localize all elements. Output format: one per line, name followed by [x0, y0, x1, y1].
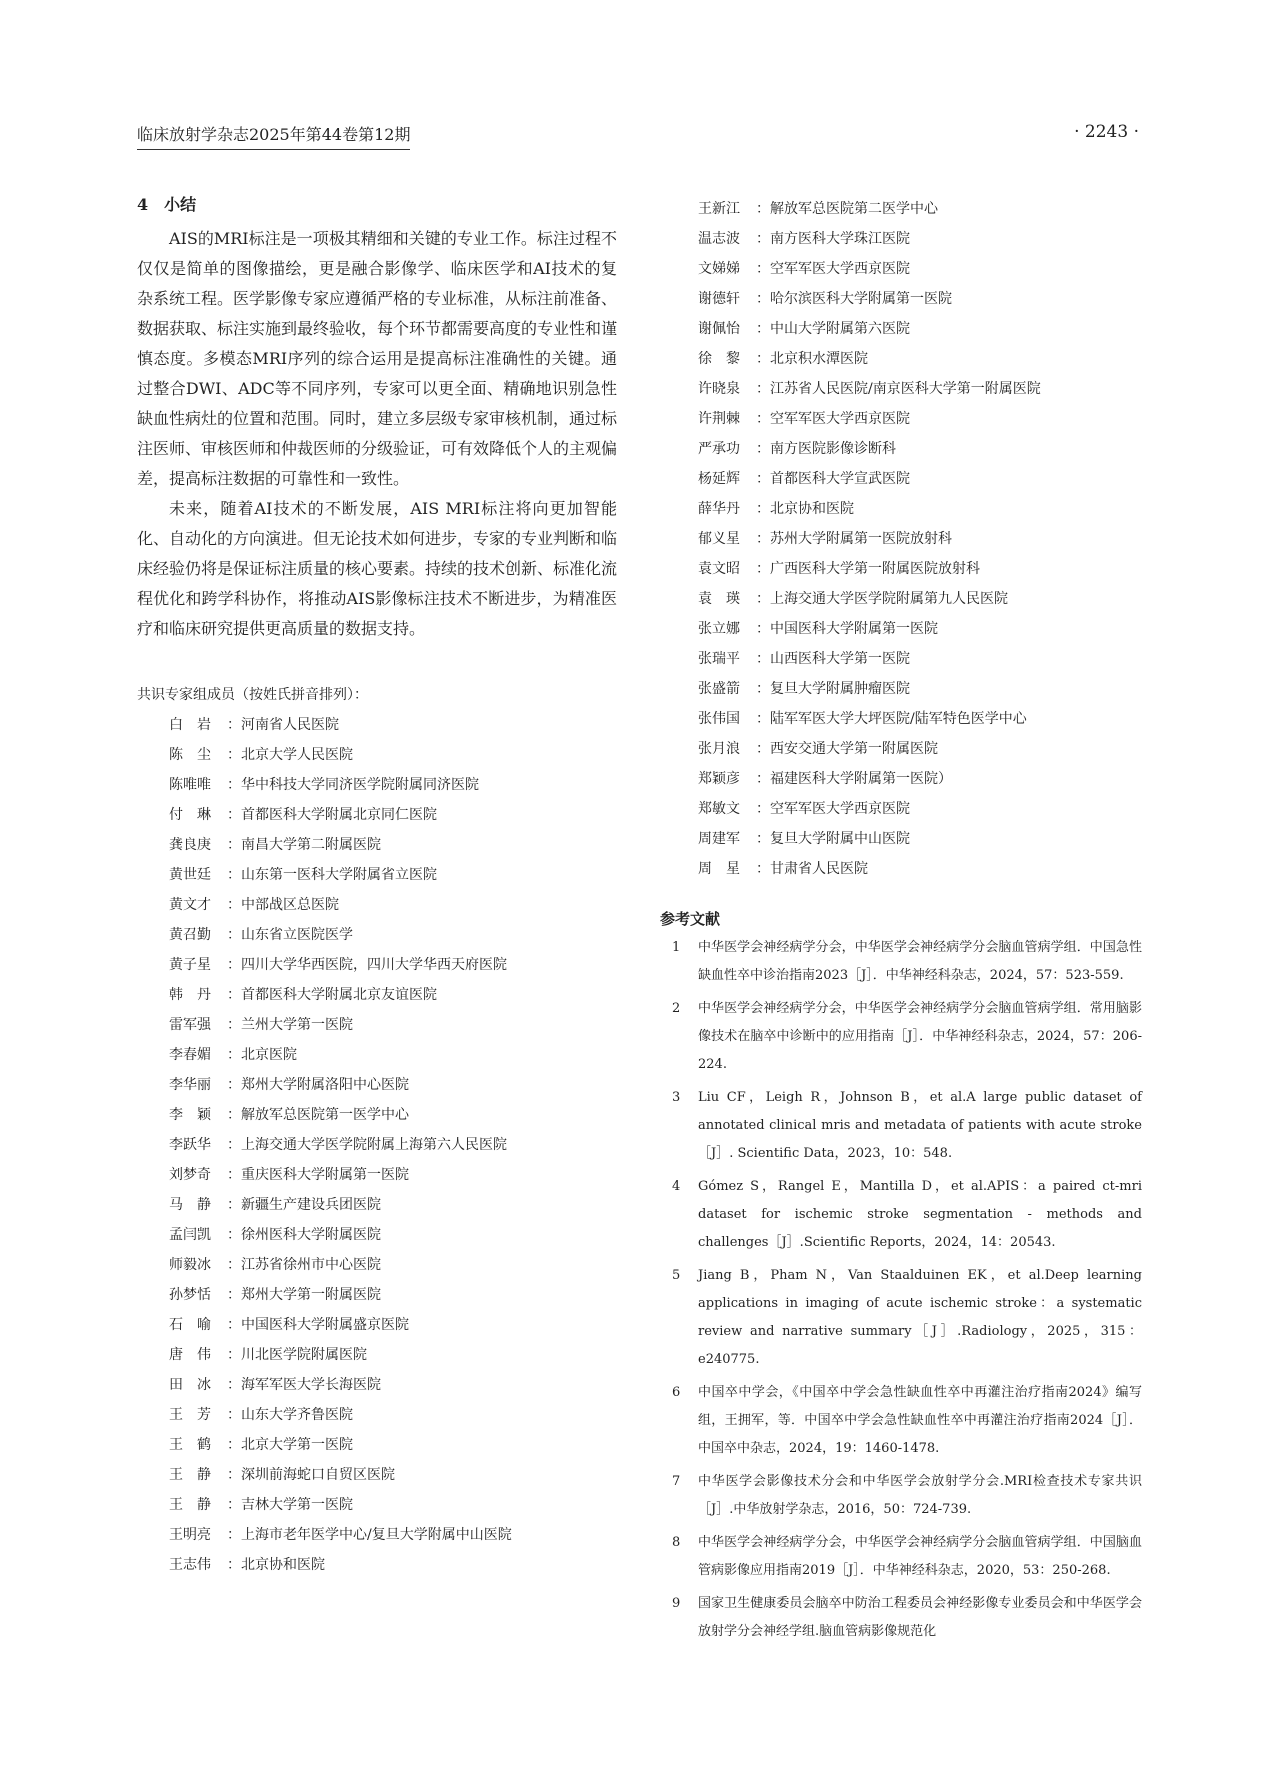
- member-org: ：北京协和医院: [756, 501, 854, 517]
- member-entry: [137, 1340, 617, 1370]
- reference-list: [660, 934, 1142, 1646]
- reference-item: [660, 1262, 1142, 1374]
- member-org: ：北京积水潭医院: [756, 351, 868, 367]
- member-entry: [137, 710, 617, 740]
- member-org: ：甘肃省人民医院: [756, 861, 868, 877]
- member-entry: [660, 644, 1142, 674]
- member-entry: [660, 494, 1142, 524]
- references-title: 参考文献: [660, 910, 721, 928]
- member-name: 许晓泉: [698, 381, 740, 397]
- reference-text: 国家卫生健康委员会脑卒中防治工程委员会神经影像专业委员会和中华医学会放射学分会神经学组.脑血管病影像规范化: [698, 1596, 1142, 1639]
- member-entry: [660, 194, 1142, 224]
- member-org: ：苏州大学附属第一医院放射科: [756, 531, 952, 547]
- member-name: 唐 伟: [169, 1347, 211, 1363]
- member-org: ：山东第一医科大学附属省立医院: [227, 867, 437, 883]
- member-list-right: [660, 194, 1142, 884]
- member-entry: [137, 1100, 617, 1130]
- member-entry: [137, 800, 617, 830]
- member-entry: [660, 314, 1142, 344]
- reference-item: [660, 1590, 1142, 1646]
- reference-number: 9: [672, 1596, 681, 1611]
- reference-item: [660, 1468, 1142, 1524]
- member-entry: [660, 734, 1142, 764]
- member-name: 张立娜: [698, 621, 740, 637]
- member-entry: [137, 740, 617, 770]
- member-entry: [137, 1190, 617, 1220]
- member-name: 黄世廷: [169, 867, 211, 883]
- member-name: 李春媚: [169, 1047, 211, 1063]
- member-name: 黄召勤: [169, 927, 211, 943]
- reference-number: 2: [672, 1001, 681, 1016]
- member-name: 王明亮: [169, 1527, 211, 1543]
- member-name: 王志伟: [169, 1557, 211, 1573]
- member-name: 黄子星: [169, 957, 211, 973]
- reference-number: 5: [672, 1268, 681, 1283]
- reference-number: 7: [672, 1474, 681, 1489]
- member-entry: [660, 464, 1142, 494]
- member-name: 谢德轩: [698, 291, 740, 307]
- member-name: 田 冰: [169, 1377, 211, 1393]
- reference-number: 1: [672, 940, 681, 955]
- member-entry: [137, 1160, 617, 1190]
- member-org: ：北京医院: [227, 1047, 297, 1063]
- member-org: ：江苏省徐州市中心医院: [227, 1257, 381, 1273]
- member-org: ：解放军总医院第一医学中心: [227, 1107, 409, 1123]
- member-org: ：南方医科大学珠江医院: [756, 231, 910, 247]
- member-org: ：河南省人民医院: [227, 717, 339, 733]
- member-name: 袁 瑛: [698, 591, 740, 607]
- member-name: 马 静: [169, 1197, 211, 1213]
- member-name: 杨延辉: [698, 471, 740, 487]
- member-entry: [137, 1130, 617, 1160]
- member-entry: [137, 1310, 617, 1340]
- member-name: 郑颖彦: [698, 771, 740, 787]
- reference-text: 中华医学会神经病学分会，中华医学会神经病学分会脑血管病学组．中国急性缺血性卒中诊治指南2023［J］．中华神经科杂志，2024，57：523-559.: [698, 940, 1142, 983]
- member-entry: [137, 1370, 617, 1400]
- member-name: 王新江: [698, 201, 740, 217]
- reference-text: 中华医学会神经病学分会，中华医学会神经病学分会脑血管病学组．常用脑影像技术在脑卒中诊断中的应用指南［J］．中华神经科杂志，2024，57：206-224.: [698, 1001, 1142, 1072]
- member-entry: [137, 890, 617, 920]
- member-org: ：兰州大学第一医院: [227, 1017, 353, 1033]
- member-name: 郑敏文: [698, 801, 740, 817]
- member-org: ：深圳前海蛇口自贸区医院: [227, 1467, 395, 1483]
- member-entry: [660, 824, 1142, 854]
- member-entry: [660, 374, 1142, 404]
- member-entry: [137, 1250, 617, 1280]
- member-org: ：首都医科大学宣武医院: [756, 471, 910, 487]
- member-name: 付 琳: [169, 807, 211, 823]
- member-name: 袁文昭: [698, 561, 740, 577]
- member-entry: [137, 950, 617, 980]
- member-entry: [137, 1040, 617, 1070]
- reference-item: [660, 1379, 1142, 1463]
- member-name: 孙梦恬: [169, 1287, 211, 1303]
- member-entry: [137, 770, 617, 800]
- member-org: ：徐州医科大学附属医院: [227, 1227, 381, 1243]
- member-org: ：吉林大学第一医院: [227, 1497, 353, 1513]
- member-org: ：南昌大学第二附属医院: [227, 837, 381, 853]
- member-entry: [137, 1070, 617, 1100]
- member-entry: [137, 1550, 617, 1580]
- member-org: ：复旦大学附属肿瘤医院: [756, 681, 910, 697]
- member-name: 李华丽: [169, 1077, 211, 1093]
- member-entry: [660, 674, 1142, 704]
- reference-text: Liu CF，Leigh R，Johnson B，et al.A large public dataset of annotated clinical mris and metadata of patients with acute stroke［J］. Scientific Data，2023，10：548.: [698, 1090, 1142, 1161]
- member-name: 白 岩: [169, 717, 211, 733]
- member-org: ：山东省立医院医学: [227, 927, 353, 943]
- member-org: ：中山大学附属第六医院: [756, 321, 910, 337]
- member-name: 严承功: [698, 441, 740, 457]
- member-name: 张伟国: [698, 711, 740, 727]
- member-entry: [137, 1220, 617, 1250]
- member-entry: [660, 344, 1142, 374]
- member-org: ：郑州大学第一附属医院: [227, 1287, 381, 1303]
- right-column: [660, 194, 1142, 1651]
- member-entry: [660, 614, 1142, 644]
- member-name: 师毅冰: [169, 1257, 211, 1273]
- member-org: ：江苏省人民医院/南京医科大学第一附属医院: [756, 381, 1041, 397]
- reference-number: 4: [672, 1179, 681, 1194]
- member-org: ：南方医院影像诊断科: [756, 441, 896, 457]
- member-name: 李 颖: [169, 1107, 211, 1123]
- member-org: ：重庆医科大学附属第一医院: [227, 1167, 409, 1183]
- member-name: 许荆棘: [698, 411, 740, 427]
- member-org: ：首都医科大学附属北京同仁医院: [227, 807, 437, 823]
- member-org: ：山东大学齐鲁医院: [227, 1407, 353, 1423]
- member-org: ：中国医科大学附属盛京医院: [227, 1317, 409, 1333]
- member-name: 薛华丹: [698, 501, 740, 517]
- member-entry: [137, 1520, 617, 1550]
- member-name: 龚良庚: [169, 837, 211, 853]
- reference-text: Gómez S，Rangel E，Mantilla D，et al.APIS：a paired ct-mri dataset for ischemic stroke segmentation - methods and challenges［J］.Scientific Reports，2024，14：20543.: [698, 1179, 1142, 1250]
- member-org: ：复旦大学附属中山医院: [756, 831, 910, 847]
- member-entry: [660, 794, 1142, 824]
- member-entry: [660, 434, 1142, 464]
- member-entry: [137, 1400, 617, 1430]
- member-org: ：郑州大学附属洛阳中心医院: [227, 1077, 409, 1093]
- member-org: ：华中科技大学同济医学院附属同济医院: [227, 777, 479, 793]
- member-org: ：新疆生产建设兵团医院: [227, 1197, 381, 1213]
- reference-item: [660, 1084, 1142, 1168]
- reference-number: 6: [672, 1385, 681, 1400]
- paragraph: 未来，随着AI技术的不断发展，AIS MRI标注将向更加智能化、自动化的方向演进。但无论技术如何进步，专家的专业判断和临床经验仍将是保证标注质量的核心要素。持续的技术创新、标准化流程优化和跨学科协作，将推动AIS影像标注技术不断进步，为精准医疗和临床研究提供更高质量的数据支持。: [137, 499, 618, 638]
- member-name: 温志波: [698, 231, 740, 247]
- reference-item: [660, 934, 1142, 990]
- member-name: 张瑞平: [698, 651, 740, 667]
- member-org: ：广西医科大学第一附属医院放射科: [756, 561, 980, 577]
- page-number: · 2243 ·: [1074, 122, 1139, 142]
- member-entry: [137, 980, 617, 1010]
- member-name: 陈唯唯: [169, 777, 211, 793]
- member-entry: [137, 1490, 617, 1520]
- member-name: 张盛箭: [698, 681, 740, 697]
- member-name: 孟闫凯: [169, 1227, 211, 1243]
- member-org: ：西安交通大学第一附属医院: [756, 741, 938, 757]
- member-entry: [137, 1430, 617, 1460]
- member-entry: [660, 404, 1142, 434]
- left-column: [137, 194, 617, 1580]
- member-entry: [137, 860, 617, 890]
- member-org: ：中部战区总医院: [227, 897, 339, 913]
- reference-text: 中华医学会神经病学分会，中华医学会神经病学分会脑血管病学组．中国脑血管病影像应用指南2019［J］．中华神经科杂志，2020，53：250-268.: [698, 1535, 1142, 1578]
- member-name: 郁义星: [698, 531, 740, 547]
- section-title: 4 小结: [137, 195, 197, 214]
- journal-title: 临床放射学杂志2025年第44卷第12期: [137, 122, 410, 150]
- member-entry: [660, 554, 1142, 584]
- member-org: ：解放军总医院第二医学中心: [756, 201, 938, 217]
- member-name: 王 鹤: [169, 1437, 211, 1453]
- member-entry: [660, 224, 1142, 254]
- reference-number: 3: [672, 1090, 681, 1105]
- member-entry: [137, 1010, 617, 1040]
- member-entry: [660, 764, 1142, 794]
- member-org: ：上海交通大学医学院附属第九人民医院: [756, 591, 1008, 607]
- member-name: 石 喻: [169, 1317, 211, 1333]
- member-org: ：北京协和医院: [227, 1557, 325, 1573]
- member-entry: [660, 854, 1142, 884]
- member-entry: [660, 284, 1142, 314]
- member-org: ：陆军军医大学大坪医院/陆军特色医学中心: [756, 711, 1027, 727]
- member-org: ：海军军医大学长海医院: [227, 1377, 381, 1393]
- reference-text: Jiang B，Pham N，Van Staalduinen EK，et al.Deep learning applications in imaging of acute ischemic stroke：a systematic review and narrative summary［J］.Radiology，2025，315：e240775.: [698, 1268, 1142, 1367]
- member-entry: [137, 1460, 617, 1490]
- member-org: ：中国医科大学附属第一医院: [756, 621, 938, 637]
- member-org: ：哈尔滨医科大学附属第一医院: [756, 291, 952, 307]
- member-name: 谢佩怡: [698, 321, 740, 337]
- member-org: ：福建医科大学附属第一医院）: [756, 771, 952, 787]
- reference-item: [660, 1529, 1142, 1585]
- member-list-left: [137, 710, 617, 1580]
- member-name: 文娣娣: [698, 261, 740, 277]
- member-entry: [137, 830, 617, 860]
- member-name: 王 静: [169, 1467, 211, 1483]
- member-org: ：空军军医大学西京医院: [756, 261, 910, 277]
- member-name: 雷军强: [169, 1017, 211, 1033]
- member-name: 韩 丹: [169, 987, 211, 1003]
- member-org: ：空军军医大学西京医院: [756, 801, 910, 817]
- paragraph: AIS的MRI标注是一项极其精细和关键的专业工作。标注过程不仅仅是简单的图像描绘，更是融合影像学、临床医学和AI技术的复杂系统工程。医学影像专家应遵循严格的专业标准，从标注前准备、数据获取、标注实施到最终验收，每个环节都需要高度的专业性和谨慎态度。多模态MRI序列的综合运用是提高标注准确性的关键。通过整合DWI、ADC等不同序列，专家可以更全面、精确地识别急性缺血性病灶的位置和范围。同时，建立多层级专家审核机制，通过标注医师、审核医师和仲裁医师的分级验证，可有效降低个人的主观偏差，提高标注数据的可靠性和一致性。: [137, 229, 618, 488]
- member-org: ：北京大学第一医院: [227, 1437, 353, 1453]
- page-header: [137, 122, 1139, 144]
- member-entry: [137, 920, 617, 950]
- member-org: ：四川大学华西医院，四川大学华西天府医院: [227, 957, 507, 973]
- member-entry: [660, 704, 1142, 734]
- member-name: 王 静: [169, 1497, 211, 1513]
- reference-item: [660, 995, 1142, 1079]
- reference-item: [660, 1173, 1142, 1257]
- member-org: ：川北医学院附属医院: [227, 1347, 367, 1363]
- members-title: 共识专家组成员（按姓氏拼音排列）：: [137, 687, 368, 703]
- member-name: 黄文才: [169, 897, 211, 913]
- reference-text: 中华医学会影像技术分会和中华医学会放射学分会.MRI检查技术专家共识［J］.中华放射学杂志，2016，50：724-739.: [698, 1474, 1142, 1517]
- member-org: ：上海市老年医学中心/复旦大学附属中山医院: [227, 1527, 512, 1543]
- member-name: 周 星: [698, 861, 740, 877]
- member-entry: [660, 584, 1142, 614]
- member-org: ：首都医科大学附属北京友谊医院: [227, 987, 437, 1003]
- member-org: ：空军军医大学西京医院: [756, 411, 910, 427]
- member-name: 徐 黎: [698, 351, 740, 367]
- member-entry: [660, 254, 1142, 284]
- member-name: 王 芳: [169, 1407, 211, 1423]
- member-org: ：北京大学人民医院: [227, 747, 353, 763]
- member-name: 陈 尘: [169, 747, 211, 763]
- member-org: ：上海交通大学医学院附属上海第六人民医院: [227, 1137, 507, 1153]
- member-entry: [660, 524, 1142, 554]
- member-name: 张月浪: [698, 741, 740, 757]
- member-name: 刘梦奇: [169, 1167, 211, 1183]
- member-name: 李跃华: [169, 1137, 211, 1153]
- member-entry: [137, 1280, 617, 1310]
- member-org: ：山西医科大学第一医院: [756, 651, 910, 667]
- reference-number: 8: [672, 1535, 681, 1550]
- member-name: 周建军: [698, 831, 740, 847]
- reference-text: 中国卒中学会，《中国卒中学会急性缺血性卒中再灌注治疗指南2024》编写组，王拥军，等．中国卒中学会急性缺血性卒中再灌注治疗指南2024［J］．中国卒中杂志，2024，19：1460-1478.: [698, 1385, 1142, 1456]
